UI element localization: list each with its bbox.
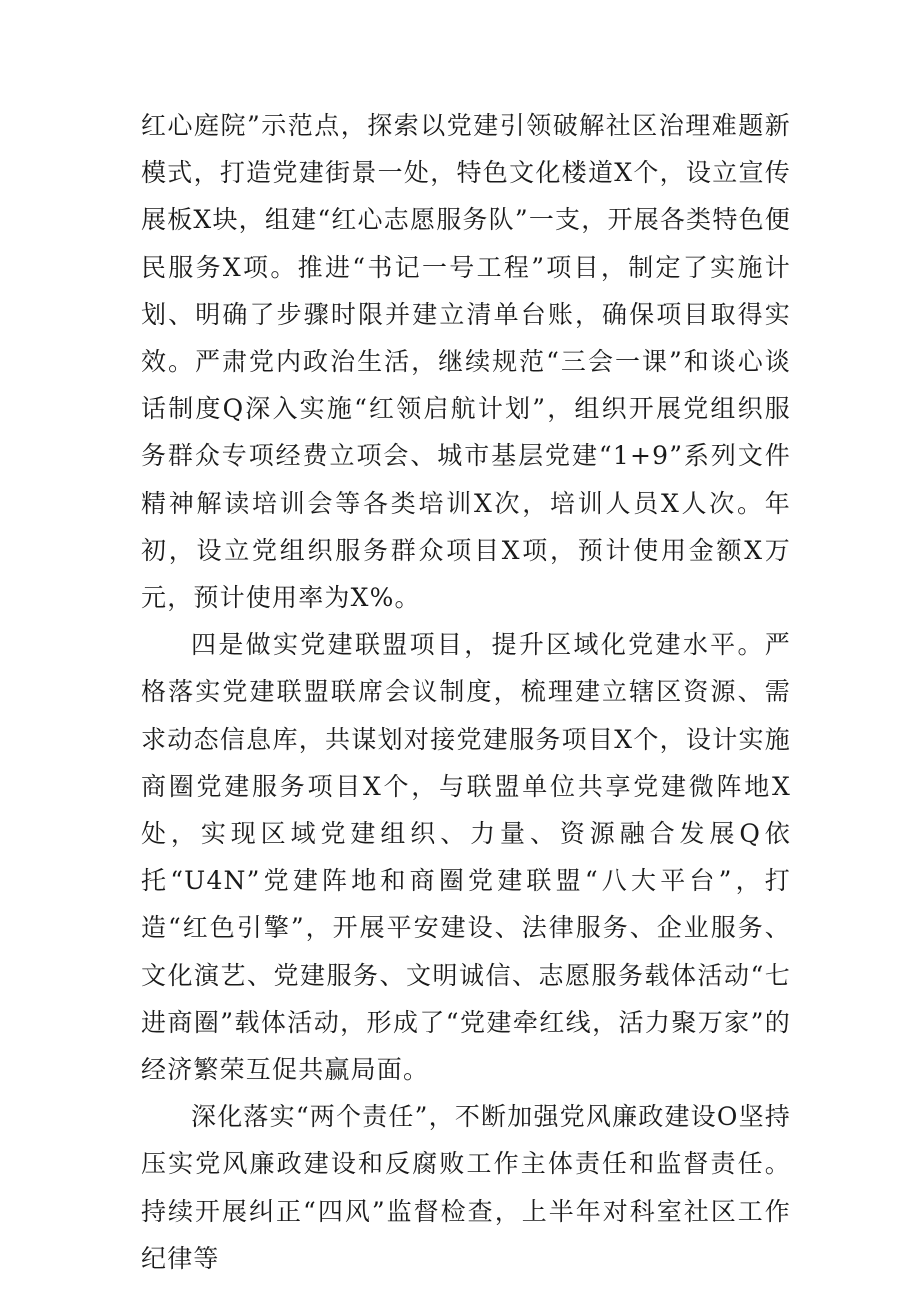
paragraph-2: 四是做实党建联盟项目，提升区域化党建水平。严格落实党建联盟联席会议制度，梳理建立辖区资源、需求动态信息库，共谋划对接党建服务项目X个，设计实施商圈党建服务项目X个，与联盟单位共享党建微阵地X处，实现区域党建组织、力量、资源融合发展Q依托“U4N”党建阵地和商圈党建联盟“八大平台”，打造“红色引擎”，开展平安建设、法律服务、企业服务、文化演艺、党建服务、文明诚信、志愿服务载体活动“七进商圈”载体活动，形成了“党建牵红线，活力聚万家”的经济繁荣互促共赢局面。 [141,630,791,1085]
paragraph-1: 红心庭院”示范点，探索以党建引领破解社区治理难题新模式，打造党建街景一处，特色文化楼道X个，设立宣传展板X块，组建“红心志愿服务队”一支，开展各类特色便民服务X项。推进“书记一号工程”项目，制定了实施计划、明确了步骤时限并建立清单台账，确保项目取得实效。严肃党内政治生活，继续规范“三会一课”和谈心谈话制度Q深入实施“红领启航计划”，组织开展党组织服务群众专项经费立项会、城市基层党建“1+9”系列文件精神解读培训会等各类培训X次，培训人员X人次。年初，设立党组织服务群众项目X项，预计使用金额X万元，预计使用率为X%。 [141,111,791,613]
paragraph-3: 深化落实“两个责任”，不断加强党风廉政建设O坚持压实党风廉政建设和反腐败工作主体责任和监督责任。持续开展纠正“四风”监督检查，上半年对科室社区工作纪律等 [141,1102,791,1273]
document-body [141,102,791,1282]
